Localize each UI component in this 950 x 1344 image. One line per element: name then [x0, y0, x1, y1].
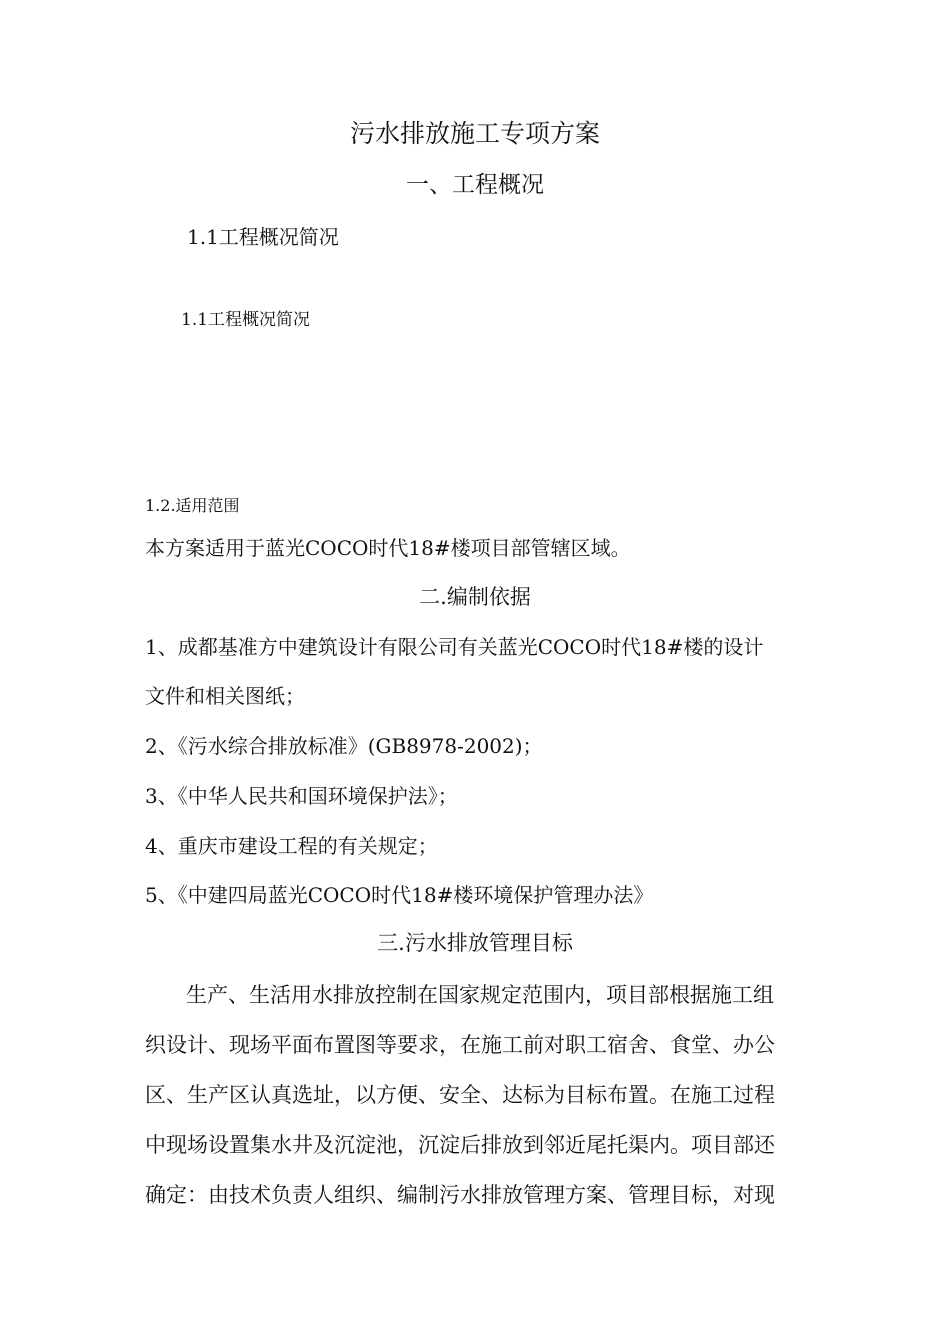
section-1-heading: 一、工程概况 [406, 172, 544, 198]
paragraph-line: 中现场设置集水井及沉淀池，沉淀后排放到邻近尾托渠内。项目部还 [145, 1133, 775, 1157]
basis-item: 2、《污水综合排放标准》(GB8978-2002)； [145, 734, 543, 758]
subsection-1-1-heading: 1.1工程概况简况 [187, 225, 339, 249]
paragraph-line: 确定：由技术负责人组织、编制污水排放管理方案、管理目标，对现 [145, 1183, 775, 1207]
subsection-1-2-heading: 1.2.适用范围 [145, 496, 240, 515]
basis-item: 3、《中华人民共和国环境保护法》； [145, 784, 458, 808]
scope-text: 本方案适用于蓝光COCO时代18#楼项目部管辖区域。 [145, 536, 631, 560]
basis-item: 文件和相关图纸； [145, 684, 305, 708]
section-3-heading: 三.污水排放管理目标 [377, 931, 573, 955]
basis-item: 4、重庆市建设工程的有关规定； [145, 834, 438, 858]
section-2-heading: 二.编制依据 [419, 585, 531, 609]
paragraph-line: 区、生产区认真选址，以方便、安全、达标为目标布置。在施工过程 [145, 1083, 775, 1107]
paragraph-line: 生产、生活用水排放控制在国家规定范围内，项目部根据施工组 [186, 983, 774, 1007]
paragraph-line: 织设计、现场平面布置图等要求，在施工前对职工宿舍、食堂、办公 [145, 1033, 775, 1057]
basis-item: 5、《中建四局蓝光COCO时代18#楼环境保护管理办法》 [145, 883, 654, 907]
document-title: 污水排放施工专项方案 [349, 119, 600, 148]
subsection-1-1-repeat: 1.1工程概况简况 [181, 310, 311, 330]
basis-item: 1、成都基准方中建筑设计有限公司有关蓝光COCO时代18#楼的设计 [145, 635, 764, 659]
